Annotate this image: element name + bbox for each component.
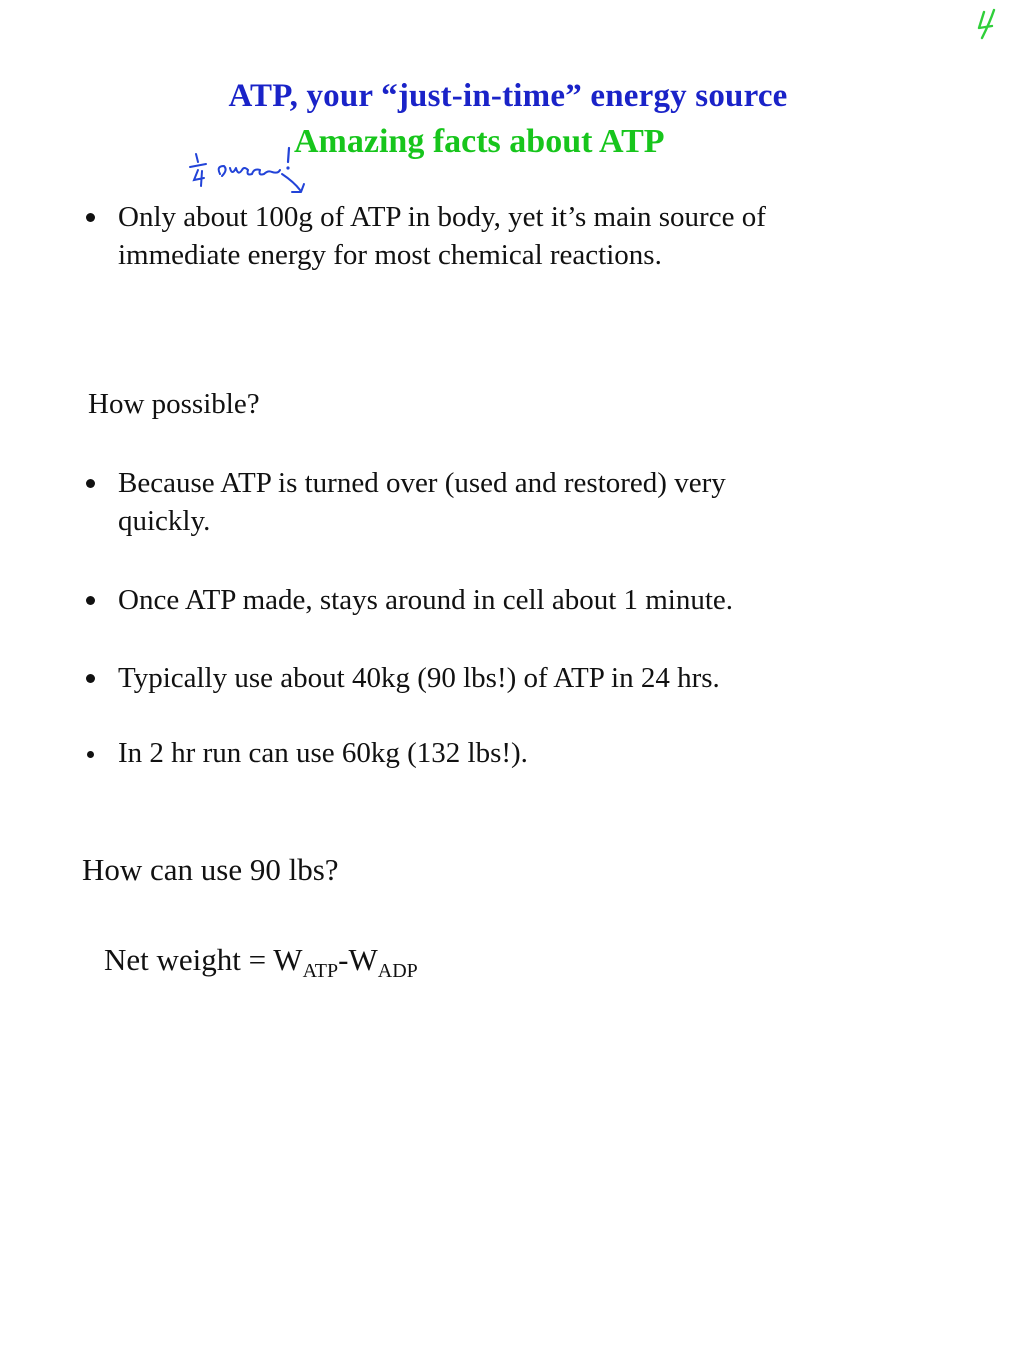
equation-subscript-atp: ATP [302, 960, 339, 982]
bullet-icon [86, 674, 95, 683]
equation-minus: -W [338, 942, 378, 977]
bullet-icon [86, 213, 95, 222]
bullet-line: Once ATP made, stays around in cell about 1 minute. [118, 584, 734, 616]
slide-title: ATP, your “just-in-time” energy source [228, 78, 788, 114]
bullet-icon [87, 751, 94, 758]
section-question: How possible? [88, 388, 260, 420]
equation-prefix: Net weight = W [104, 942, 303, 977]
bullet-line: immediate energy for most chemical reactions. [118, 239, 662, 271]
follow-up-question: How can use 90 lbs? [82, 852, 339, 887]
slide-subtitle: Amazing facts about ATP [294, 123, 665, 160]
bullet-line: Because ATP is turned over (used and restored) very [118, 467, 726, 499]
bullet-line: quickly. [118, 505, 211, 537]
bullet-line: Typically use about 40kg (90 lbs!) of ATP in 24 hrs. [118, 662, 720, 694]
net-weight-equation [104, 942, 418, 983]
equation-subscript-adp: ADP [377, 960, 418, 982]
bullet-icon [86, 479, 95, 488]
bullet-line: In 2 hr run can use 60kg (132 lbs!). [118, 737, 528, 769]
handwritten-page-marker [972, 8, 1002, 42]
bullet-icon [86, 596, 95, 605]
bullet-line: Only about 100g of ATP in body, yet it’s main source of [118, 201, 766, 233]
